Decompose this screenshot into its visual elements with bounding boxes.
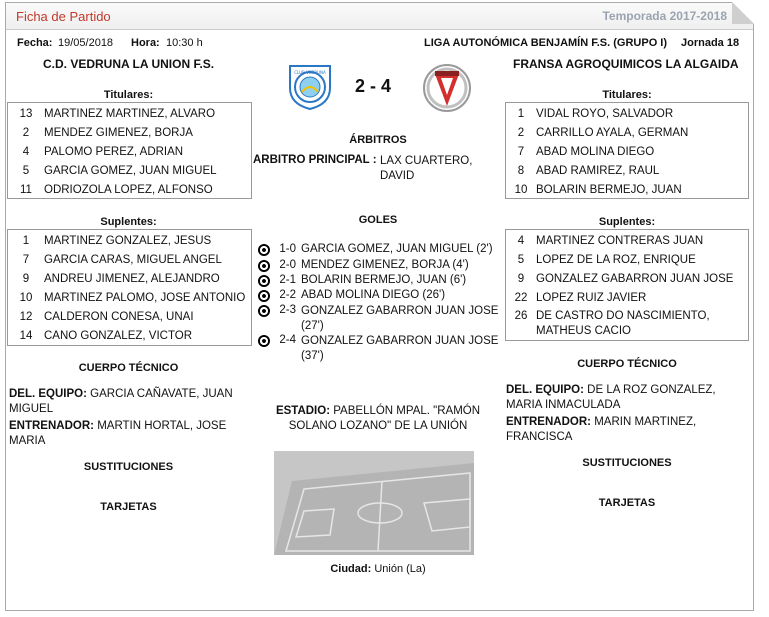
goal-event: 1-0 GARCIA GOMEZ, JUAN MIGUEL (2')	[258, 243, 493, 256]
list-item[interactable]: 1 MARTINEZ GONZALEZ, JESUS	[22, 234, 212, 247]
goals-label: GOLES	[358, 214, 398, 226]
away-starters-list	[505, 102, 749, 199]
panel-header	[6, 3, 753, 30]
match-time: 10:30 h	[166, 37, 203, 49]
list-item[interactable]: 2 MENDEZ GIMENEZ, BORJA	[22, 126, 193, 139]
main-referee-label: ARBITRO PRINCIPAL :	[253, 154, 377, 166]
list-item[interactable]: 8 ABAD RAMIREZ, RAUL	[517, 164, 660, 177]
round-label: Jornada 18	[681, 37, 740, 49]
soccer-ball-icon	[258, 290, 270, 302]
list-item[interactable]: 4 MARTINEZ CONTRERAS JUAN	[517, 234, 704, 247]
list-item[interactable]: 2 CARRILLO AYALA, GERMAN	[517, 126, 689, 139]
final-score: 2 - 4	[355, 76, 392, 96]
referees-label: ÁRBITROS	[349, 134, 407, 146]
goal-event: 2-4 GONZALEZ GABARRON JUAN JOSE (37')	[258, 334, 506, 364]
soccer-ball-icon	[258, 335, 270, 347]
home-starters-list	[7, 102, 252, 199]
list-item[interactable]: 9 GONZALEZ GABARRON JUAN JOSE	[517, 272, 734, 285]
soccer-ball-icon	[258, 305, 270, 317]
panel-title: Ficha de Partido	[16, 9, 111, 24]
home-staff-label: CUERPO TÉCNICO	[78, 362, 179, 374]
list-item[interactable]: 14 CANO GONZALEZ, VICTOR	[19, 329, 193, 342]
venue: ESTADIO: PABELLÓN MPAL. "RAMÓN SOLANO LOZANO" DE LA UNIÓN	[275, 405, 481, 432]
away-staff-label: CUERPO TÉCNICO	[577, 358, 677, 370]
list-item[interactable]: 10 BOLARIN BERMEJO, JUAN	[514, 183, 682, 196]
league-name: LIGA AUTONÓMICA BENJAMÍN F.S. (GRUPO I)	[424, 37, 668, 49]
away-team-name[interactable]: FRANSA AGROQUIMICOS LA ALGAIDA	[513, 57, 739, 71]
venue-image	[274, 451, 474, 555]
home-starters-label: Titulares:	[103, 89, 154, 101]
away-cards-label: TARJETAS	[598, 497, 656, 509]
away-team-crest-icon[interactable]	[421, 62, 473, 114]
home-team-crest-icon[interactable]	[284, 62, 336, 110]
list-item[interactable]: 13 MARTINEZ MARTINEZ, ALVARO	[19, 107, 216, 120]
away-delegate: DEL. EQUIPO: DE LA ROZ GONZALEZ, MARIA INMACULADA	[506, 384, 716, 411]
home-delegate: DEL. EQUIPO: GARCIA CAÑAVATE, JUAN MIGUEL	[9, 388, 233, 415]
city: Ciudad: Unión (La)	[330, 563, 426, 575]
home-team-name[interactable]: C.D. VEDRUNA LA UNION F.S.	[43, 57, 215, 71]
list-item[interactable]: 9 ANDREU JIMENEZ, ALEJANDRO	[22, 272, 220, 285]
list-item[interactable]: 22 LOPEZ RUIZ JAVIER	[514, 291, 647, 304]
away-subs-label: Suplentes:	[598, 216, 656, 228]
soccer-ball-icon	[258, 260, 270, 272]
goal-event: 2-1 BOLARIN BERMEJO, JUAN (6')	[258, 274, 466, 287]
list-item[interactable]: 5 LOPEZ DE LA ROZ, ENRIQUE	[517, 253, 696, 266]
list-item[interactable]: 7 GARCIA CARAS, MIGUEL ANGEL	[22, 253, 222, 266]
list-item[interactable]: 10 MARTINEZ PALOMO, JOSE ANTONIO	[19, 291, 246, 304]
list-item[interactable]: 26 DE CASTRO DO NASCIMIENTO, MATHEUS CACIO	[514, 310, 710, 337]
main-referee-name: LAX CUARTERO, DAVID	[380, 155, 473, 182]
list-item[interactable]: 7 ABAD MOLINA DIEGO	[517, 145, 655, 158]
away-starters-label: Titulares:	[602, 89, 652, 101]
away-subs-list	[505, 229, 749, 341]
soccer-ball-icon	[258, 244, 270, 256]
goal-event: 2-0 MENDEZ GIMENEZ, BORJA (4')	[258, 259, 469, 272]
list-item[interactable]: 4 PALOMO PEREZ, ADRIAN	[22, 145, 184, 158]
season-label: Temporada 2017-2018	[602, 9, 727, 23]
away-substitutions-label: SUSTITUCIONES	[582, 457, 672, 469]
goal-event: 2-3 GONZALEZ GABARRON JUAN JOSE (27')	[258, 304, 506, 334]
match-date: 19/05/2018	[58, 37, 114, 49]
away-coach: ENTRENADOR: MARIN MARTINEZ, FRANCISCA	[506, 416, 697, 443]
time-label: Hora:	[131, 37, 160, 49]
home-subs-label: Suplentes:	[100, 216, 157, 228]
home-cards-label: TARJETAS	[100, 501, 157, 513]
list-item[interactable]: 1 VIDAL ROYO, SALVADOR	[517, 107, 674, 120]
svg-text:CLUB VEDRUNA: CLUB VEDRUNA	[294, 70, 326, 75]
pitch-icon	[274, 451, 474, 555]
home-coach: ENTRENADOR: MARTIN HORTAL, JOSE MARIA	[9, 420, 227, 447]
list-item[interactable]: 12 CALDERON CONESA, UNAI	[19, 310, 194, 323]
list-item[interactable]: 11 ODRIOZOLA LOPEZ, ALFONSO	[20, 183, 213, 196]
page-curl-icon	[732, 2, 754, 24]
home-subs-list	[7, 229, 252, 346]
home-substitutions-label: SUSTITUCIONES	[83, 461, 174, 473]
soccer-ball-icon	[258, 275, 270, 287]
goal-event: 2-2 ABAD MOLINA DIEGO (26')	[258, 289, 445, 302]
date-label: Fecha:	[17, 37, 53, 49]
list-item[interactable]: 5 GARCIA GOMEZ, JUAN MIGUEL	[22, 164, 217, 177]
